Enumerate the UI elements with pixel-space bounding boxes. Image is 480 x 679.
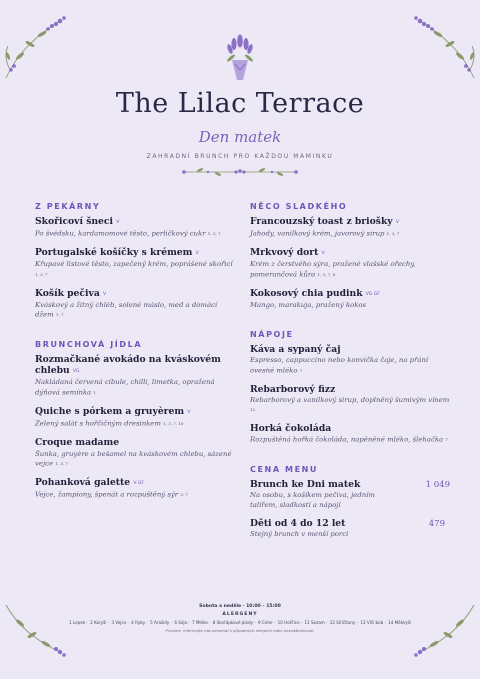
lavender-sprig-icon — [2, 12, 82, 82]
menu-item — [250, 247, 450, 280]
section-heading: Z PEKÁRNY — [35, 202, 101, 211]
diet-tag: V — [116, 220, 120, 225]
item-description: Šunka, gruyère a bešamel na kváskovém chlebu, sázené vejce — [35, 449, 232, 468]
item-name: Rebarborový fizz — [250, 383, 336, 395]
menu-item — [35, 247, 235, 280]
page-title: The Lilac Terrace — [115, 88, 365, 119]
item-description: Rebarborový a vanilkový sirup, doplněný šumivým vínem — [250, 395, 450, 404]
diet-tag: VG — [72, 369, 80, 374]
allergens-heading: ALERGENY — [222, 612, 258, 617]
item-description: Stejný brunch v menší porci — [250, 530, 349, 538]
allergen-entry: 7 Mléko — [191, 620, 208, 625]
menu-item — [250, 423, 450, 445]
item-price: 1 049 — [425, 480, 450, 490]
diet-tag: V — [195, 251, 199, 256]
item-name: Horká čokoláda — [250, 423, 332, 434]
item-name: Rozmačkané avokádo na kváskovém chlebu — [35, 354, 221, 376]
allergen-entry: 11 Sezam — [304, 620, 325, 625]
item-name: Croque madame — [35, 436, 120, 448]
diet-tag: V GF — [133, 481, 144, 486]
item-price: 479 — [428, 519, 445, 529]
allergen-codes: 1 — [93, 389, 96, 395]
item-description: Vejce, žampiony, špenát a rozpuštěný sýr — [35, 490, 179, 499]
item-description: Po švédsku, kardamomové těsto, perličkový cukr — [35, 229, 206, 238]
left-column — [35, 202, 235, 508]
allergen-entry: 13 Vlčí bob — [360, 620, 384, 625]
item-description: Zelený salát s hořčičným dresinkem — [35, 419, 161, 427]
item-name: Pohanková galette — [35, 477, 131, 488]
item-description: Krém z čerstvého sýra, pražené vlašské ořechy, pomerančová kůra — [250, 260, 416, 278]
item-name: Brunch ke Dni matek — [250, 479, 361, 490]
allergy-note: Prosíme, informujte nás personál o případných alergiích nebo nesnášenlivosti. — [165, 628, 315, 633]
item-name: Francouzský toast z briošky — [250, 216, 393, 227]
diet-tag: V — [321, 251, 325, 256]
item-description: Křupavé listové těsto, zapečený krém, poprášené skořicí — [35, 260, 233, 268]
item-description: Espresso, cappuccino nebo konvička čaje, na přání ovesné mléko — [250, 356, 429, 374]
item-description: Jahody, vanilkový krém, javorový sirup — [250, 229, 385, 238]
allergen-entry: 6 Sója — [174, 620, 187, 625]
allergen-entry: 4 Ryby — [131, 620, 146, 625]
allergen-codes: 1, 3, 7 — [386, 231, 400, 236]
section-heading: NĚCO SLADKÉHO — [250, 202, 348, 211]
item-name: Děti od 4 do 12 let — [250, 518, 346, 529]
item-name: Portugalské košíčky s krémem — [35, 247, 193, 258]
menu-item — [35, 288, 235, 321]
section-heading: CENA MENU — [250, 465, 319, 474]
allergen-entry: 12 Siřičitany — [329, 620, 356, 625]
allergen-codes: 1, 3, 7 — [207, 231, 221, 236]
item-description: Nakládaná červená cibule, chilli, limetka, opražená dýňová semínka — [35, 378, 215, 396]
item-name: Káva a sypaný čaj — [250, 344, 341, 355]
item-name: Quiche s pórkem a gruyèrem — [35, 405, 185, 417]
allergen-entry: 9 Celer — [258, 620, 273, 625]
item-description: Na osobu, s košíkem pečiva, jedním talířem, sladkostí a nápojí — [250, 491, 375, 509]
diet-tag: V — [395, 220, 399, 225]
price-item — [250, 518, 450, 540]
section-heading: BRUNCHOVÁ JÍDLA — [35, 340, 143, 349]
item-name: Mrkvový dort — [250, 247, 319, 258]
diet-tag: VG GF — [365, 291, 380, 297]
allergen-codes: 1, 3, 7, 8 — [317, 271, 336, 277]
lavender-sprig-icon — [398, 12, 478, 82]
price-item — [250, 479, 450, 510]
menu-item — [35, 406, 235, 429]
right-column — [250, 202, 450, 548]
menu-item — [250, 288, 450, 311]
item-description: Rozpuštěná hořká čokoláda, napěněné mléko, šlehačka — [250, 435, 444, 444]
allergen-codes: 3, 7 — [180, 492, 188, 497]
section-heading: NÁPOJE — [250, 330, 294, 339]
footer — [0, 604, 480, 633]
allergen-entry: 5 Arašídy — [150, 620, 170, 625]
allergen-entry: 2 Korýši — [90, 620, 107, 625]
menu-item — [250, 384, 450, 416]
menu-item — [35, 216, 235, 239]
allergens-list: 1 Lepek· 2 Korýši· 3 Vejce· 4 Ryby· 5 Arašídy· 6 Sója· 7 Mléko· 8 Skořápkové plody· 9 Celer· 10 Hořčice· 11 Sezam· 12 Siřičitany· 13 Vlčí bob· 14 Měkkýši — [68, 620, 412, 625]
menu-item — [250, 344, 450, 376]
allergen-codes: 7 — [299, 367, 303, 373]
floral-divider-icon — [178, 166, 302, 178]
page-subtitle: Den matek — [198, 128, 282, 146]
allergen-entry: 1 Lepek — [68, 620, 86, 625]
diet-tag: V — [187, 409, 191, 415]
allergen-codes: 7 — [445, 437, 448, 442]
tagline: ZAHRADNÍ BRUNCH PRO KAŽDOU MAMINKU — [146, 153, 334, 160]
menu-item — [35, 437, 235, 470]
allergen-entry: 10 Hořčice — [277, 620, 300, 625]
allergen-codes: 1, 3, 7 — [35, 271, 48, 277]
allergen-entry: 8 Skořápkové plody — [212, 620, 254, 625]
item-name: Kokosový chia pudink — [250, 287, 363, 299]
menu-item — [250, 216, 450, 239]
item-name: Košík pečiva — [35, 287, 100, 299]
item-name: Skořicoví šneci — [35, 216, 113, 227]
allergen-codes: 1, 3, 7, 10 — [163, 420, 184, 426]
allergen-entry: 14 Měkkýši — [388, 620, 412, 625]
menu-item — [35, 477, 235, 500]
menu-item — [35, 354, 235, 398]
allergen-codes: 1, 7 — [55, 312, 64, 317]
allergen-codes: 12 — [250, 407, 256, 412]
allergen-codes: 1, 3, 7 — [55, 461, 68, 466]
allergen-entry: 3 Vejce — [111, 620, 127, 625]
diet-tag: V — [103, 291, 107, 297]
item-description: Kváskový a žitný chléb, solené máslo, med a domácí džem — [35, 300, 218, 319]
bouquet-icon — [222, 34, 258, 84]
item-description: Mango, marakuja, pražený kokos — [250, 300, 367, 309]
opening-hours: Sobota a neděle · 10:00 – 15:00 — [199, 604, 281, 609]
